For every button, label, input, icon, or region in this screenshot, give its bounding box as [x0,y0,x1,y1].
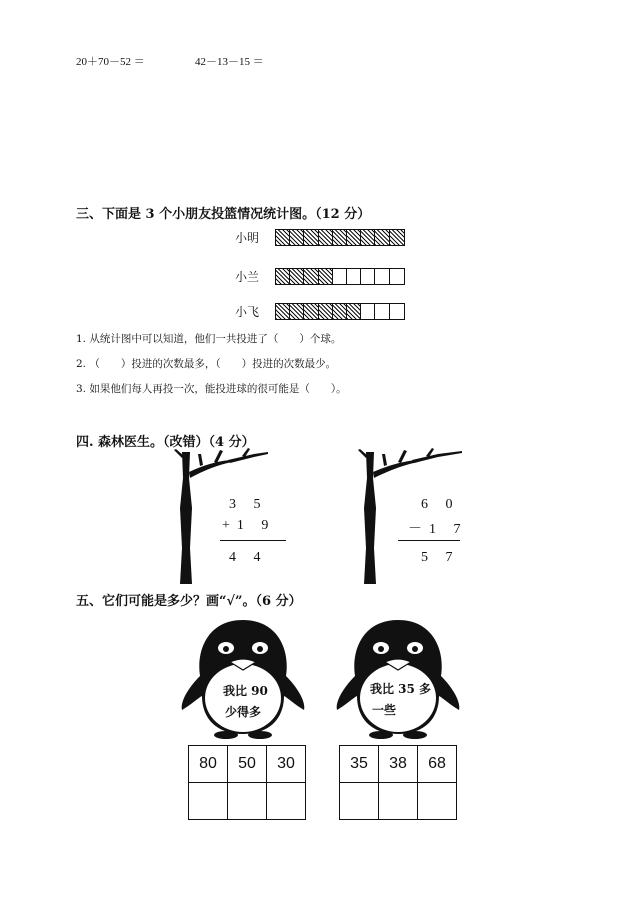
penguin-2-line1: 我比 35 多 [370,682,432,696]
tally-cell-empty [375,269,389,284]
tally-cell-filled [347,230,361,245]
tally-cell-filled [361,230,375,245]
tally-cell-empty [361,269,375,284]
section4-title: 四. 森林医生。（改错）（4 分） [76,435,255,450]
tally-cell-filled [290,230,304,245]
tally-cell-filled [276,230,290,245]
answer-grid-2 [339,745,457,820]
problem-1-addend-a: 3 5 [229,497,268,512]
tally-cell-empty [390,304,404,319]
check-cell[interactable] [228,783,267,820]
stat-bar [275,229,405,246]
tally-cell-filled [319,269,333,284]
option-cell: 68 [418,746,457,783]
penguin-icon [178,614,308,740]
section5-title: 五、它们可能是多少？画“√”。（6 分） [76,594,302,609]
check-cell[interactable] [418,783,457,820]
tally-cell-empty [333,269,347,284]
problem-2-minuend: 6 0 [421,497,460,512]
problem-1-result: 4 4 [229,550,268,565]
tally-cell-filled [333,230,347,245]
option-cell: 50 [228,746,267,783]
problem-1-addend-b: +1 9 [222,518,276,533]
problem-1-line [220,540,286,541]
stat-bar [275,303,405,320]
problem-2-subtrahend: －1 7 [408,522,468,537]
tally-cell-filled [390,230,404,245]
tally-cell-empty [390,269,404,284]
calc-1: 20＋70－52 ＝ [76,56,145,68]
penguin-1-line1: 我比 90 [223,684,268,698]
stat-row-2 [235,302,405,320]
stat-bar [275,268,405,285]
problem-2-result: 5 7 [421,550,460,565]
tally-cell-empty [347,269,361,284]
check-cell[interactable] [189,783,228,820]
section3-title: 三、下面是 3 个小朋友投篮情况统计图。（12 分） [76,207,371,222]
tally-cell-filled [304,269,318,284]
penguin-icon [333,614,463,740]
penguin-1-line2: 少得多 [225,705,262,719]
tally-cell-filled [304,230,318,245]
answer-grid-1 [188,745,306,820]
stat-name: 小明 [235,230,260,245]
tally-cell-filled [319,304,333,319]
question-1: 1. 从统计图中可以知道，他们一共投进了（ ）个球。 [76,333,342,345]
stat-chart [235,228,405,320]
tally-cell-filled [319,230,333,245]
tally-cell-empty [375,304,389,319]
problem-2-line [398,540,460,541]
tally-cell-filled [304,304,318,319]
tally-cell-filled [290,269,304,284]
tally-cell-filled [347,304,361,319]
stat-name: 小飞 [235,304,260,319]
tally-cell-filled [276,269,290,284]
check-cell[interactable] [267,783,306,820]
tally-cell-filled [375,230,389,245]
stat-name: 小兰 [235,269,260,284]
check-cell[interactable] [340,783,379,820]
stat-row-0 [235,228,405,246]
check-cell[interactable] [379,783,418,820]
stat-row-1 [235,267,405,285]
option-cell: 30 [267,746,306,783]
tally-cell-filled [290,304,304,319]
option-cell: 38 [379,746,418,783]
option-cell: 35 [340,746,379,783]
tally-cell-filled [276,304,290,319]
tally-cell-empty [361,304,375,319]
question-2: 2. （ ）投进的次数最多，（ ）投进的次数最少。 [76,358,337,370]
option-cell: 80 [189,746,228,783]
calc-2: 42－13－15 ＝ [195,56,264,68]
tally-cell-filled [333,304,347,319]
question-3: 3. 如果他们每人再投一次，能投进球的很可能是（ ）。 [76,383,347,395]
penguin-2-line2: 一些 [372,703,397,717]
